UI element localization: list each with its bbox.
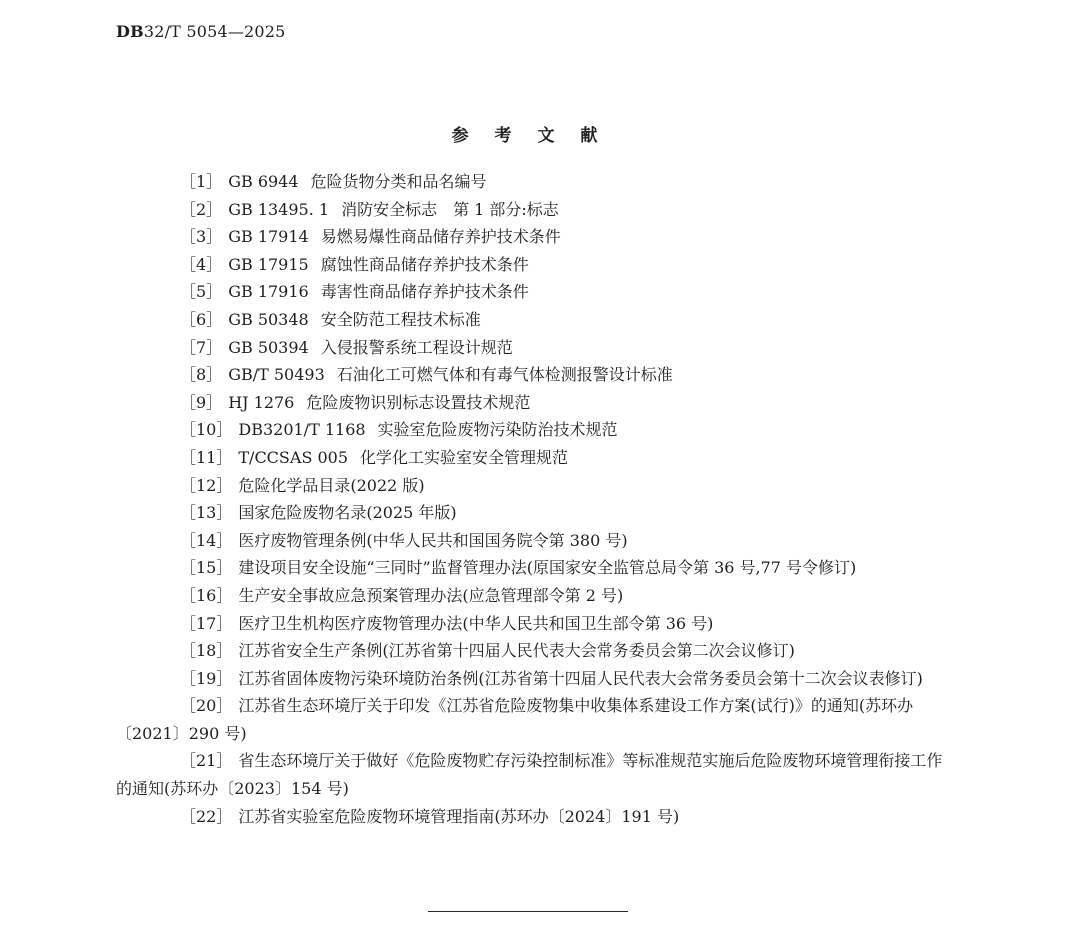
- reference-title: 实验室危险废物污染防治技术规范: [377, 420, 618, 440]
- reference-item: [116, 306, 946, 334]
- reference-title: 国家危险废物名录(2025 年版): [238, 503, 457, 523]
- reference-number: ［16］: [180, 585, 233, 605]
- reference-title: 医疗废物管理条例(中华人民共和国国务院令第 380 号): [238, 530, 628, 550]
- reference-title: 省生态环境厅关于做好《危险废物贮存污染控制标准》等标准规范实施后危险废物环境管理衔接工作的通知(苏环办〔2023〕154 号): [116, 751, 943, 799]
- page-title: 参 考 文 献: [451, 126, 608, 146]
- reference-number: ［13］: [180, 503, 233, 523]
- reference-item: [116, 527, 946, 555]
- reference-item: [116, 472, 946, 500]
- reference-title: 医疗卫生机构医疗废物管理办法(中华人民共和国卫生部令第 36 号): [238, 613, 714, 633]
- reference-number: ［6］: [180, 309, 223, 329]
- reference-code: GB 17915: [228, 254, 309, 274]
- reference-code: T/CCSAS 005: [238, 447, 349, 467]
- reference-item: [116, 334, 946, 362]
- reference-number: ［22］: [180, 806, 233, 826]
- reference-code: GB 17916: [228, 282, 309, 302]
- reference-title: 江苏省安全生产条例(江苏省第十四届人民代表大会常务委员会第二次会议修订): [238, 641, 795, 661]
- end-rule: [428, 911, 628, 912]
- reference-title: 危险废物识别标志设置技术规范: [306, 392, 531, 412]
- reference-number: ［4］: [180, 254, 223, 274]
- reference-item: [116, 582, 946, 610]
- reference-code: GB 50348: [228, 309, 309, 329]
- standard-code: [116, 22, 286, 41]
- reference-number: ［7］: [180, 337, 223, 357]
- reference-code: HJ 1276: [228, 392, 295, 412]
- reference-title: 危险化学品目录(2022 版): [238, 475, 425, 495]
- reference-number: ［5］: [180, 282, 223, 302]
- reference-item: [116, 196, 946, 224]
- reference-item: [116, 416, 946, 444]
- standard-number: 32/T 5054—2025: [143, 22, 286, 41]
- reference-title: 生产安全事故应急预案管理办法(应急管理部令第 2 号): [238, 585, 624, 605]
- reference-title: 安全防范工程技术标准: [320, 309, 481, 329]
- reference-item: [116, 554, 946, 582]
- reference-code: GB 17914: [228, 227, 309, 247]
- reference-title: 江苏省实验室危险废物环境管理指南(苏环办〔2024〕191 号): [238, 806, 680, 826]
- reference-item: [116, 665, 946, 693]
- reference-number: ［21］: [180, 751, 233, 771]
- reference-number: ［20］: [180, 696, 233, 716]
- reference-code: GB 13495. 1: [228, 199, 330, 219]
- reference-number: ［19］: [180, 668, 233, 688]
- reference-code: DB3201/T 1168: [238, 420, 366, 440]
- reference-number: ［17］: [180, 613, 233, 633]
- reference-item: [116, 168, 946, 196]
- reference-title: 腐蚀性商品储存养护技术条件: [320, 254, 529, 274]
- reference-list: [116, 168, 946, 830]
- reference-number: ［15］: [180, 558, 233, 578]
- reference-title: 易燃易爆性商品储存养护技术条件: [320, 227, 561, 247]
- reference-code: GB/T 50493: [228, 365, 325, 385]
- reference-title: 消防安全标志 第 1 部分:标志: [341, 199, 559, 219]
- reference-number: ［8］: [180, 365, 223, 385]
- reference-title: 毒害性商品储存养护技术条件: [320, 282, 529, 302]
- reference-title: 江苏省生态环境厅关于印发《江苏省危险废物集中收集体系建设工作方案(试行)》的通知(苏环办〔2021〕290 号): [116, 696, 914, 743]
- reference-title: 化学化工实验室安全管理规范: [360, 447, 569, 467]
- reference-item: [116, 499, 946, 527]
- reference-number: ［12］: [180, 475, 233, 495]
- reference-item: [116, 610, 946, 638]
- reference-item: [116, 444, 946, 472]
- reference-number: ［10］: [180, 420, 233, 440]
- reference-item: [116, 361, 946, 389]
- reference-title: 入侵报警系统工程设计规范: [320, 337, 513, 357]
- reference-item: [116, 251, 946, 279]
- reference-item: [116, 223, 946, 251]
- reference-number: ［18］: [180, 641, 233, 661]
- reference-number: ［3］: [180, 227, 223, 247]
- reference-item: [116, 692, 946, 747]
- reference-number: ［1］: [180, 172, 223, 191]
- reference-item: [116, 747, 946, 802]
- reference-code: GB 6944: [228, 172, 299, 191]
- reference-title: 建设项目安全设施“三同时”监督管理办法(原国家安全监管总局令第 36 号,77 号令修订): [238, 558, 857, 578]
- reference-code: GB 50394: [228, 337, 309, 357]
- reference-item: [116, 278, 946, 306]
- reference-title: 危险货物分类和品名编号: [310, 172, 487, 191]
- reference-item: [116, 637, 946, 665]
- standard-prefix: DB: [116, 22, 144, 41]
- reference-title: 石油化工可燃气体和有毒气体检测报警设计标准: [336, 365, 673, 385]
- reference-number: ［11］: [180, 447, 233, 467]
- reference-item: [116, 389, 946, 417]
- reference-item: [116, 803, 946, 831]
- reference-number: ［14］: [180, 530, 233, 550]
- reference-title: 江苏省固体废物污染环境防治条例(江苏省第十四届人民代表大会常务委员会第十二次会议表修订): [238, 668, 923, 688]
- reference-number: ［2］: [180, 199, 223, 219]
- reference-number: ［9］: [180, 392, 223, 412]
